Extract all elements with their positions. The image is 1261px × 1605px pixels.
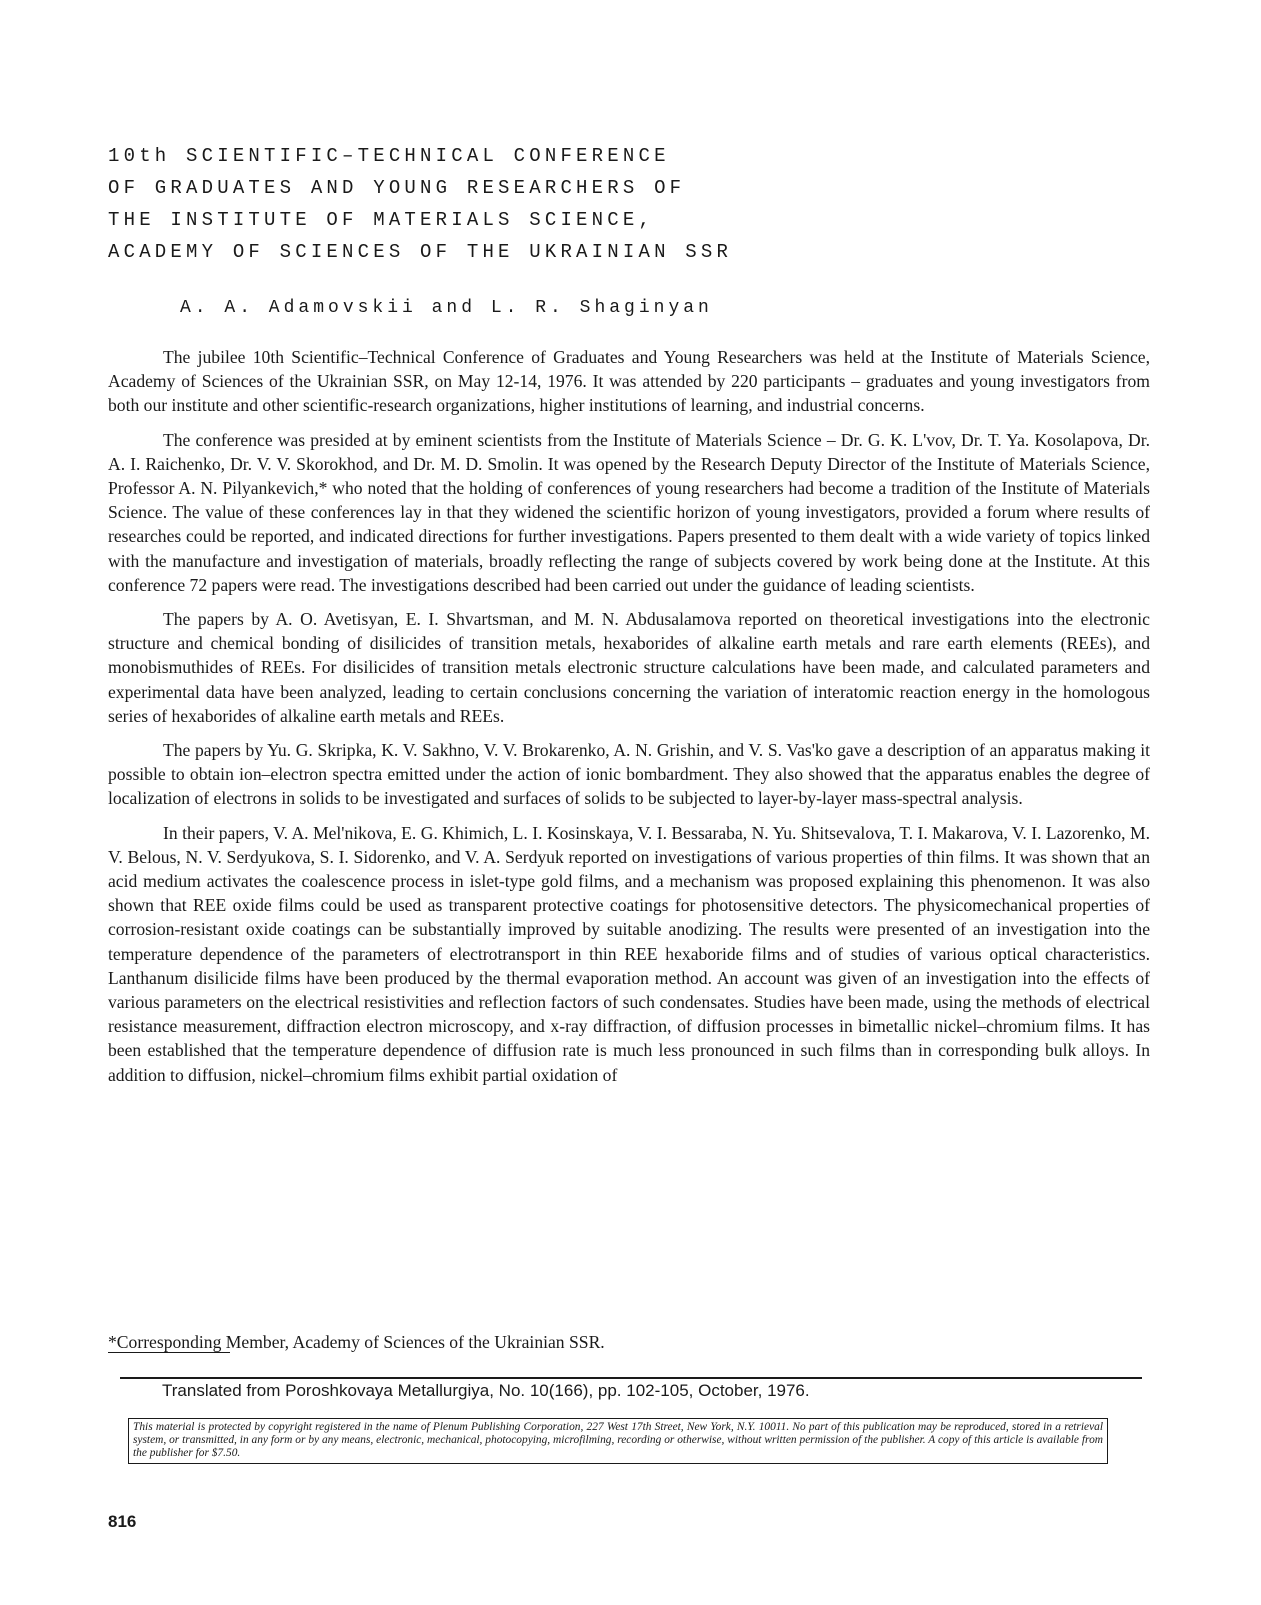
- title-line-4: ACADEMY OF SCIENCES OF THE UKRAINIAN SSR: [108, 241, 733, 263]
- body-paragraph-1: The jubilee 10th Scientific–Technical Conference of Graduates and Young Researchers was held at the Institute of Materials Science, Academy of Sciences of the Ukrainian SSR, on May 12-14, 1976. It was attended by 220 participants – graduates and young investigators from both our institute and other scientific-research organizations, higher institutions of learning, and industrial concerns.: [108, 347, 1150, 416]
- body-paragraph-2: The conference was presided at by eminent scientists from the Institute of Materials Science – Dr. G. K. L'vov, Dr. T. Ya. Kosolapova, Dr. A. I. Raichenko, Dr. V. V. Skorokhod, and Dr. M. D. Smolin. It was opened by the Research Deputy Director of the Institute of Materials Science, Professor A. N. Pilyankevich,* who noted that the holding of conferences of young researchers had become a tradition of the Institute of Materials Science. The value of these conferences lay in that they widened the scientific horizon of young investigators, provided a forum where results of researches could be reported, and indicated directions for further investigations. Papers presented to them dealt with a wide variety of topics linked with the manufacture and investigation of materials, broadly reflecting the range of subjects covered by work being done at the Institute. At this conference 72 papers were read. The investigations described had been carried out under the guidance of leading scientists.: [108, 429, 1150, 595]
- page-number: 816: [108, 1512, 137, 1531]
- title-line-3: THE INSTITUTE OF MATERIALS SCIENCE,: [108, 209, 655, 231]
- translation-divider: [120, 1377, 1142, 1379]
- footnote: *Corresponding Member, Academy of Sciences of the Ukrainian SSR.: [108, 1332, 605, 1352]
- body-paragraph-4: The papers by Yu. G. Skripka, K. V. Sakhno, V. V. Brokarenko, A. N. Grishin, and V. S. Vas'ko gave a description of an apparatus making it possible to obtain ion–electron spectra emitted under the action of ionic bombardment. They also showed that the apparatus enables the degree of localization of electrons in solids to be investigated and surfaces of solids to be subjected to layer-by-layer mass-spectral analysis.: [108, 740, 1150, 809]
- body-paragraph-3: The papers by A. O. Avetisyan, E. I. Shvartsman, and M. N. Abdusalamova reported on theoretical investigations into the electronic structure and chemical bonding of disilicides of transition metals, hexaborides of alkaline earth metals and rare earth elements (REEs), and monobismuthides of REEs. For disilicides of transition metals electronic structure calculations have been made, and calculated parameters and experimental data have been analyzed, leading to certain conclusions concerning the variation of interatomic reaction energy in the homologous series of hexaborides of alkaline earth metals and REEs.: [108, 609, 1150, 726]
- translation-note: Translated from Poroshkovaya Metallurgiya, No. 10(166), pp. 102-105, October, 1976.: [162, 1381, 810, 1400]
- title-line-1: 10th SCIENTIFIC–TECHNICAL CONFERENCE: [108, 145, 670, 167]
- copyright-notice: This material is protected by copyright registered in the name of Plenum Publishing Corporation, 227 West 17th Street, New York, N.Y. 10011. No part of this publication may be reproduced, stored in a retrieval system, or transmitted, in any form or by any means, electronic, mechanical, photocopying, microfilming, recording or otherwise, without written permission of the publisher. A copy of this article is available from the publisher for $7.50.: [128, 1418, 1108, 1464]
- footnote-divider: [108, 1352, 230, 1353]
- body-paragraph-5: In their papers, V. A. Mel'nikova, E. G. Khimich, L. I. Kosinskaya, V. I. Bessaraba, N. Yu. Shitsevalova, T. I. Makarova, V. I. Lazorenko, M. V. Belous, N. V. Serdyukova, S. I. Sidorenko, and V. A. Serdyuk reported on investigations of various properties of thin films. It was shown that an acid medium activates the coalescence process in islet-type gold films, and a mechanism was proposed explaining this phenomenon. It was also shown that REE oxide films could be used as transparent protective coatings for photosensitive detectors. The physicomechanical properties of corrosion-resistant oxide coatings can be substantially improved by suitable anodizing. The results were presented of an investigation into the temperature dependence of the parameters of electrotransport in thin REE hexaboride films and of studies of various optical characteristics. Lanthanum disilicide films have been produced by the thermal evaporation method. An account was given of an investigation into the effects of various parameters on the electrical resistivities and reflection factors of such condensates. Studies have been made, using the methods of electrical resistance measurement, diffraction electron microscopy, and x-ray diffraction, of diffusion processes in bimetallic nickel–chromium films. It has been established that the temperature dependence of diffusion rate is much less pronounced in such films than in corresponding bulk alloys. In addition to diffusion, nickel–chromium films exhibit partial oxidation of: [108, 822, 1150, 1085]
- author-line: A. A. Adamovskii and L. R. Shaginyan: [180, 298, 713, 318]
- article-title: [108, 140, 868, 268]
- article-body: [108, 345, 1150, 1097]
- title-line-2: OF GRADUATES AND YOUNG RESEARCHERS OF: [108, 177, 686, 199]
